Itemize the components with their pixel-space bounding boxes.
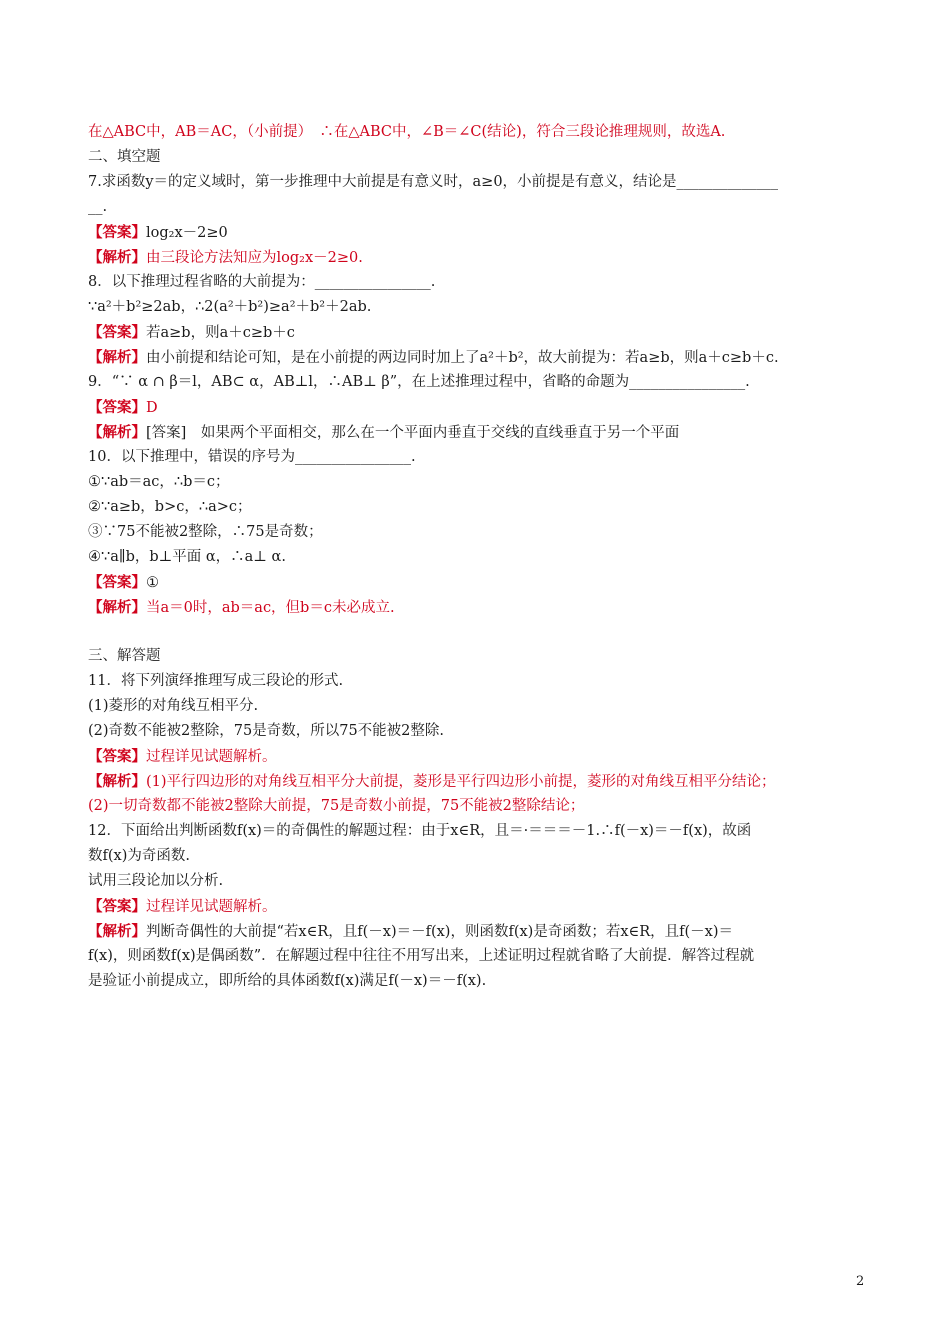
analysis-tag: 【解析】 [88,249,146,266]
section-answer-title: 三、解答题 [88,648,161,664]
q12-analysis-2: f(x)，则函数f(x)是偶函数”．在解题过程中往往不用写出来，上述证明过程就省略了大前提．解答过程就 [88,948,755,964]
analysis-tag: 【解析】 [88,349,146,366]
q10-text: 10．以下推理中，错误的序号为________________. [88,449,416,465]
answer-tag: 【答案】 [88,224,146,241]
q11-analysis-2: (2)一切奇数都不能被2整除大前提，75是奇数小前提，75不能被2整除结论； [88,798,585,814]
q12-analysis-3: 是验证小前提成立，即所给的具体函数f(x)满足f(－x)＝－f(x). [88,973,487,989]
q12-text-cont: 数f(x)为奇函数. [88,848,190,864]
analysis-tag: 【解析】 [88,599,146,616]
q12-instruction: 试用三段论加以分析. [88,873,224,889]
section-fill-blank-title: 二、填空题 [88,149,161,165]
answer-tag: 【答案】 [88,898,146,915]
q10-option-3: ③∵75不能被2整除，∴75是奇数； [88,524,323,540]
q11-part-2: (2)奇数不能被2整除，75是奇数，所以75不能被2整除. [88,723,444,739]
analysis-tag: 【解析】 [88,773,146,790]
q10-analysis: 当a＝0时，ab＝ac，但b＝c未必成立. [146,600,395,616]
answer-tag: 【答案】 [88,574,146,591]
document-body [88,120,868,994]
q11-part-1: (1)菱形的对角线互相平分. [88,698,259,714]
q12-answer: 过程详见试题解析。 [146,899,277,915]
q10-option-1: ①∵ab＝ac，∴b＝c； [88,474,230,490]
answer-tag: 【答案】 [88,324,146,341]
q8-answer: 若a≥b，则a＋c≥b＋c [146,325,295,341]
q9-analysis: [答案] 如果两个平面相交，那么在一个平面内垂直于交线的直线垂直于另一个平面 [146,425,680,441]
analysis-tag: 【解析】 [88,424,146,441]
q10-option-2: ②∵a≥b，b>c，∴a>c； [88,499,252,515]
q12-text: 12．下面给出判断函数f(x)＝的奇偶性的解题过程：由于x∈R，且＝·＝＝＝－1.∴f(－x)＝－f(x)，故函 [88,823,752,839]
q6-analysis-tail: 在△ABC中，AB＝AC，（小前提） ∴在△ABC中，∠B＝∠C(结论)，符合三段论推理规则，故选A. [88,124,726,140]
q10-answer: ① [146,575,159,591]
q11-text: 11．将下列演绎推理写成三段论的形式. [88,673,344,689]
q10-option-4: ④∵a∥b，b⊥平面 α，∴a⊥ α. [88,549,286,565]
q7-analysis: 由三段论方法知应为log₂x－2≥0. [146,250,363,266]
q7-text-cont: __. [88,199,108,215]
q11-answer: 过程详见试题解析。 [146,749,277,765]
q7-answer: log₂x－2≥0 [146,225,228,241]
q8-text: 8．以下推理过程省略的大前提为：________________. [88,274,436,290]
page-number: 2 [856,1274,865,1289]
answer-tag: 【答案】 [88,748,146,765]
q7-text: 7.求函数y＝的定义域时，第一步推理中大前提是有意义时，a≥0，小前提是有意义，结论是______________ [88,174,779,190]
q11-analysis-1: (1)平行四边形的对角线互相平分大前提，菱形是平行四边形小前提，菱形的对角线互相平分结论； [146,774,776,790]
q8-analysis: 由小前提和结论可知，是在小前提的两边同时加上了a²＋b²，故大前提为：若a≥b，则a＋c≥b＋c. [146,350,779,366]
answer-tag: 【答案】 [88,399,146,416]
q9-answer: D [146,400,158,416]
q12-analysis-1: 判断奇偶性的大前提“若x∈R，且f(－x)＝－f(x)，则函数f(x)是奇函数；若x∈R，且f(－x)＝ [146,924,733,940]
q8-text-cont: ∵a²＋b²≥2ab，∴2(a²＋b²)≥a²＋b²＋2ab. [88,299,372,315]
q9-text: 9．“∵ α ∩ β＝l，AB⊂ α，AB⊥l，∴AB⊥ β”，在上述推理过程中，省略的命题为________________. [88,374,750,390]
analysis-tag: 【解析】 [88,923,146,940]
